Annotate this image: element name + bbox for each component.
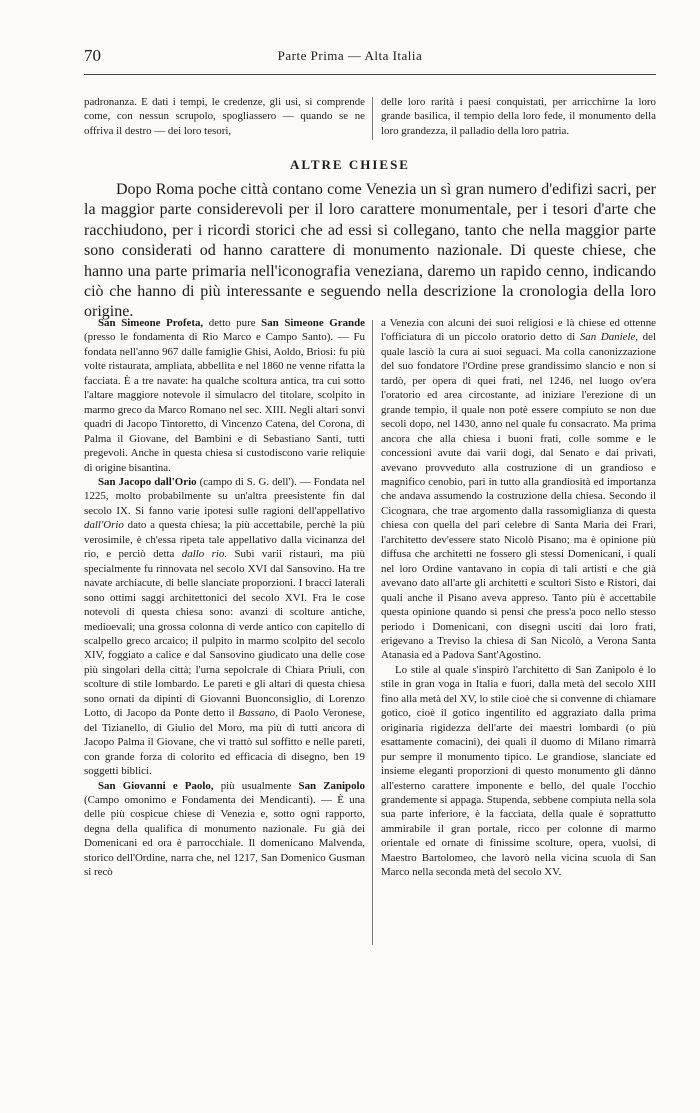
entry-text: più usualmente bbox=[213, 779, 299, 792]
entry-text: (Campo omonimo e Fondamenta dei Mendicanti). — È una delle più cospicue chiese di Venezia e, sotto ogni rapporto, degna della qualifica di monumento nazionale. Fu già dei Domenicani ed ora è parrocchiale. Il domenicano Malvenda, storico dell'Ordine, narra che, nel 1217, San Domenico Gusman si recò bbox=[84, 793, 365, 879]
continuation-right bbox=[381, 95, 656, 138]
entry-title: San Jacopo dall'Orio bbox=[98, 475, 197, 488]
entry-text: (presso le fondamenta di Rio Marco e Campo Santo). — Fu fondata nell'anno 967 dalle famiglie Ghisi, Aoldo, Briosi: fu più volte ristaurata, ampliata, abbellita e nel 1860 ne venne rifatta la facciata. È a tre navate: ha qualche scoltura antica, tra cui sotto l'altare maggiore notevole il simulacro del titolare, scolpito in marmo greco da Marco Romano nel sec. XIII. Negli altari sonvi quadri di Jacopo Tintoretto, di Vincenzo Catena, del Corona, di Palma il Giovane, del Bambini e di Sebastiano Santi, tutti pregevoli. Anche in questa chiesa si custodiscono varie reliquie di origine bisantina. bbox=[84, 331, 365, 474]
entry-title: San Simeone Profeta, bbox=[98, 317, 204, 329]
page-number: 70 bbox=[84, 46, 101, 65]
entry-text: del quale lasciò la cura ai suoi seguaci. Ma colla canonizzazione del suo fondatore l'Ordine prese grandissimo slancio e non si tardò, per opera di quei frati, nel 1246, nel luogo ov'era l'oratorio ed area circostante, ad iniziare l'erezione di un grande tempio, il quale non potè essere compiuto se non due secoli dopo, nel 1430, anno nel quale fu consacrato. Ma prima ancora che alla chiesa i buoni frati, colle somme e le concessioni avute dai varii dogi, dal Senato e dai privati, avevano provveduto alla costruzione di un grandioso e magnifico cenobio, pari in tutto alla grandiosità ed importanza che andava assumendo la costruzione della chiesa. Secondo il Cicognara, che trae argomento dalla rassomiglianza di questa chiesa con quella del pari celebre di Santa Maria dei Frari, l'architetto dev'essere stato Nicolò Pisano; ma è opinione più diffusa che architetti ne fossero gli stessi Domenicani, i quali nel loro Ordine vantavano in copia di tali artisti e che già avevano dato all'arte gli architetti e scultori Sisto e Ristori, dai quali anche il Pisano aveva appreso. Tanto più è accettabile questa opinione quando si pensi che press'a poco nello stesso periodo i Domenicani, con disegni usciti dai loro frati, erigevano a Treviso la chiesa di San Nicolò, a Verona Santa Atanasia ed a Padova Sant'Agostino. bbox=[381, 331, 656, 662]
entry-text: di Paolo Veronese, del Tizianello, di Giulio del Moro, ma più di tutti ancora di Jacopo Palma il Giovane, che vi trattò sul soffitto e nelle pareti, con grande forza di colorito ed efficacia di disegno, ben 19 soggetti biblici. bbox=[84, 707, 365, 778]
section-intro: Dopo Roma poche città contano come Venezia un sì gran numero d'edifizi sacri, per la maggior parte considerevoli per il loro carattere monumentale, per i tesori d'arte che racchiudono, per i ricordi storici che ad essi si collegano, tanto che nella maggior parte sono considerati od hanno carattere di monumento nazionale. Di queste chiese, che hanno una parte primaria nell'iconografia veneziana, daremo un rapido cenno, indicando ciò che hanno di più interessante e seguendo nella descrizione la cronologia della loro origine. bbox=[84, 181, 656, 321]
entry-san-jacopo bbox=[84, 475, 365, 779]
continuation-left bbox=[84, 95, 365, 138]
entry-text: a Venezia con alcuni dei suoi religiosi e là chiese ed ottenne l'officiatura di un piccolo oratorio detto di bbox=[381, 317, 656, 344]
italic-term: dallo rio. bbox=[181, 548, 228, 561]
entry-text: (campo di S. G. dell'). — Fondata nel 1225, molto probabilmente su un'altra preesistente fin dal secolo IX. Si fanno varie ipotesi sulle ragioni dell'appellativo bbox=[84, 475, 365, 517]
italic-term: San Daniele, bbox=[579, 331, 639, 344]
column-divider bbox=[372, 97, 373, 140]
entry-san-zanipolo bbox=[84, 779, 365, 880]
body-column-right bbox=[381, 316, 656, 880]
section-heading: ALTRE CHIESE bbox=[290, 157, 410, 172]
entry-san-simeone bbox=[84, 316, 365, 475]
running-head: Parte Prima — Alta Italia bbox=[277, 48, 423, 63]
entry-text: detto pure bbox=[203, 317, 262, 329]
entry-title: San Giovanni e Paolo, bbox=[98, 779, 214, 792]
paragraph-style: Lo stile al quale s'inspirò l'architetto di San Zanipolo è lo stile in gran voga in Italia e fuori, dalla metà del secolo XIII fino alla metà del XV, lo stile cioè che si convenne di chiamare gotico, cioè il gotico ingentilito ed aggraziato dalla prima originaria rigidezza dell'arte dei maestri lombardi (o più esattamente comacini), dei quali il duomo di Milano rimarrà pur sempre il monumento tipico. Le grandiose, slanciate ed insieme eleganti proporzioni di questo monumento gli dànno all'esterno carattere imponente e bello, del quale l'occhio grandemente si appaga. Stupenda, sebbene compiuta nella sola sua parte inferiore, è la facciata, della quale è soprattutto ammirabile il gran portale, ricco per colonne di marmo orientale ed ornate di finissime scolture, opera, vuolsi, di Maestro Bartolomeo, che lavorò nella vicina scuola di San Marco nella seconda metà del secolo XV. bbox=[381, 663, 656, 879]
entry-text: dato a questa chiesa; la più accettabile, perchè la più verosimile, è ch'essa ripeta tale appellativo dalla vicinanza del rio, e perciò detta bbox=[84, 519, 365, 561]
entry-san-zanipolo-continued bbox=[381, 316, 656, 663]
entry-alias: San Simeone Grande bbox=[261, 317, 365, 329]
body-column-left bbox=[84, 316, 365, 880]
entry-text: Subì varii ristauri, ma più specialmente fu rinnovata nel secolo XVI dal Sansovino. Ha tre navate archiacute, di belle slanciate proporzioni. I bracci laterali sono ottimi saggi architettonici del secolo XVI. Fra le cose notevoli di questa chiesa sono: avanzi di scolture antiche, medioevali; una grossa colonna di verde antico con capitello di scalpello greco arcaico; il pulpito in marmo scolpito del secolo XIV, foggiato a calice e dal Sansovino giudicato una delle cose più singolari della città; l'urna sepolcrale di Chiara Priuli, con scolture di stile lombardo. Le pareti e gli altari di questa chiesa sono ornati da dipinti di Giovanni Buonconsiglio, di Lorenzo Lotto, di Jacopo da Ponte detto il bbox=[84, 548, 365, 720]
paragraph: delle loro rarità i paesi conquistati, per arricchirne la loro grande basilica, il tempio della loro fede, il monumento della loro grandezza, il palladio della loro patria. bbox=[381, 96, 656, 137]
column-divider bbox=[372, 320, 373, 945]
entry-alias: San Zanipolo bbox=[298, 779, 366, 792]
italic-term: dall'Orio bbox=[84, 519, 124, 532]
paragraph: padronanza. E dati i tempi, le credenze, gli usi, si comprende come, con nessun scrupolo, spogliassero — quando se ne offriva il destro — dei loro tesori, bbox=[84, 96, 365, 137]
italic-term: Bassano, bbox=[238, 707, 278, 720]
header-rule bbox=[84, 74, 656, 75]
